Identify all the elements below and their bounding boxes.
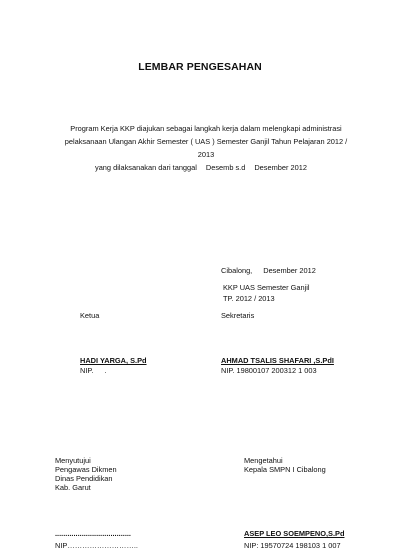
kepala-line-2: Kepala SMPN I Cibalong bbox=[244, 465, 326, 474]
pengawas-name: ..................................... bbox=[55, 529, 131, 538]
intro-line-4 bbox=[95, 163, 307, 172]
org-line-1: KKP UAS Semester Ganjil bbox=[223, 283, 310, 292]
intro-line-2: pelaksanaan Ulangan Akhir Semester ( UAS ) Semester Ganjil Tahun Pelajaran 2012 / bbox=[64, 137, 348, 146]
place-name: Cibalong, bbox=[221, 266, 253, 275]
pengawas-line-2: Pengawas Dikmen bbox=[55, 465, 117, 474]
pengawas-line-1: Menyutujui bbox=[55, 456, 91, 465]
pengawas-line-4: Kab. Garut bbox=[55, 483, 91, 492]
intro-period-label: yang dilaksanakan dari tanggal bbox=[95, 163, 197, 172]
intro-line-3: 2013 bbox=[197, 150, 215, 159]
place-date-line bbox=[221, 266, 316, 275]
ketua-nip bbox=[80, 366, 106, 375]
ketua-nip-value: . bbox=[104, 366, 107, 375]
org-line-2: TP. 2012 / 2013 bbox=[223, 294, 275, 303]
pengawas-line-3: Dinas Pendidikan bbox=[55, 474, 113, 483]
signing-date: Desember 2012 bbox=[263, 266, 316, 275]
document-title: LEMBAR PENGESAHAN bbox=[138, 61, 262, 73]
kepala-line-1: Mengetahui bbox=[244, 456, 283, 465]
kepala-name: ASEP LEO SOEMPENO,S.Pd bbox=[244, 529, 345, 538]
sekretaris-nip: NIP. 19800107 200312 1 003 bbox=[221, 366, 317, 375]
sekretaris-role: Sekretaris bbox=[221, 311, 255, 320]
ketua-nip-label: NIP. bbox=[80, 366, 94, 375]
sekretaris-name: AHMAD TSALIS SHAFARI ,S.PdI bbox=[221, 356, 334, 365]
intro-line-1: Program Kerja KKP diajukan sebagai langkah kerja dalam melengkapi administrasi bbox=[70, 124, 342, 133]
intro-period-from: Desemb s.d bbox=[205, 163, 246, 172]
kepala-nip: NIP: 19570724 198103 1 007 bbox=[244, 541, 341, 550]
ketua-role: Ketua bbox=[80, 311, 100, 320]
ketua-name: HADI YARGA, S.Pd bbox=[80, 356, 147, 365]
intro-period-to: Desember 2012 bbox=[254, 163, 307, 172]
pengawas-nip: NIP……………………….. bbox=[55, 541, 138, 550]
